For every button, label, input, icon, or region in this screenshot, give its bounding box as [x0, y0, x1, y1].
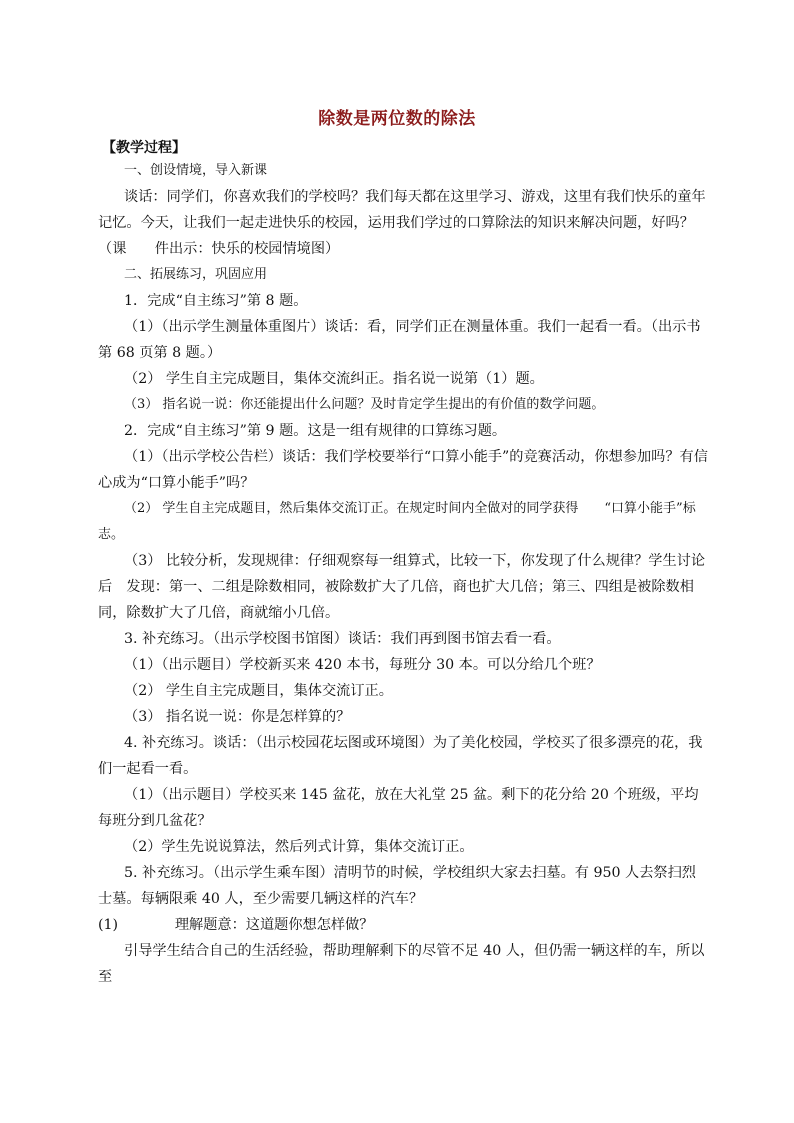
section-heading: 【教学过程】 — [102, 140, 186, 156]
paragraph: （3） 比较分析，发现规律：仔细观察每一组算式，比较一下，你发现了什么规律？学生讨论后 发现：第一、二组是除数相同，被除数扩大了几倍，商也扩大几倍；第三、四组是被除数相同，除数扩大了几倍，商就缩小几倍。 — [98, 553, 706, 621]
paragraph: 谈话：同学们，你喜欢我们的学校吗？我们每天都在这里学习、游戏，这里有我们快乐的童年记忆。今天，让我们一起走进快乐的校园，运用我们学过的口算除法的知识来解决问题，好吗？（课 件出示：快乐的校园情境图） — [98, 189, 706, 257]
paragraph: （1）（出示学生测量体重图片）谈话：看，同学们正在测量体重。我们一起看一看。（出示书第 68 页第 8 题。） — [98, 319, 701, 361]
paragraph: 二、拓展练习，巩固应用 — [124, 267, 268, 282]
paragraph: （3） 指名说一说：你还能提出什么问题？及时肯定学生提出的有价值的数学问题。 — [124, 397, 605, 412]
paragraph: (1) 理解题意：这道题你想怎样做？ — [98, 917, 374, 933]
paragraph: （1）（出示题目）学校新买来 420 本书，每班分 30 本。可以分给几个班？ — [124, 657, 601, 673]
paragraph: 4. 补充练习。谈话：（出示校园花坛图或环境图）为了美化校园，学校买了很多漂亮的花，我们一起看一看。 — [98, 735, 703, 777]
paragraph: （3） 指名说一说：你是怎样算的？ — [124, 709, 351, 725]
paragraph: 3. 补充练习。（出示学校图书馆图）谈话：我们再到图书馆去看一看。 — [124, 631, 561, 647]
paragraph: 一、创设情境，导入新课 — [124, 163, 268, 178]
document-body — [98, 158, 710, 990]
paragraph: （2） 学生自主完成题目，集体交流订正。 — [124, 683, 393, 699]
paragraph: （1）（出示题目）学校买来 145 盆花，放在大礼堂 25 盆。剩下的花分给 20 个班级，平均每班分到几盆花？ — [98, 787, 699, 829]
document-title: 除数是两位数的除法 — [318, 109, 476, 129]
paragraph: （2） 学生自主完成题目，然后集体交流订正。在规定时间内全做对的同学获得 “口算小能手”标志。 — [98, 501, 696, 542]
paragraph: 引导学生结合自己的生活经验，帮助理解剩下的尽管不足 40 人，但仍需一辆这样的车，所以至 — [98, 943, 705, 985]
paragraph: 1．完成“自主练习”第 8 题。 — [124, 293, 308, 309]
paragraph: （1）（出示学校公告栏）谈话：我们学校要举行“口算小能手”的竞赛活动，你想参加吗？有信心成为“口算小能手”吗？ — [98, 449, 708, 491]
paragraph: （2） 学生自主完成题目，集体交流纠正。指名说一说第（1）题。 — [124, 371, 544, 387]
paragraph: （2）学生先说说算法，然后列式计算，集体交流订正。 — [124, 839, 474, 855]
paragraph: 5. 补充练习。（出示学生乘车图）清明节的时候，学校组织大家去扫墓。有 950 人去祭扫烈士墓。每辆限乘 40 人，至少需要几辆这样的汽车？ — [98, 865, 696, 907]
paragraph: 2．完成“自主练习”第 9 题。这是一组有规律的口算练习题。 — [124, 423, 507, 439]
